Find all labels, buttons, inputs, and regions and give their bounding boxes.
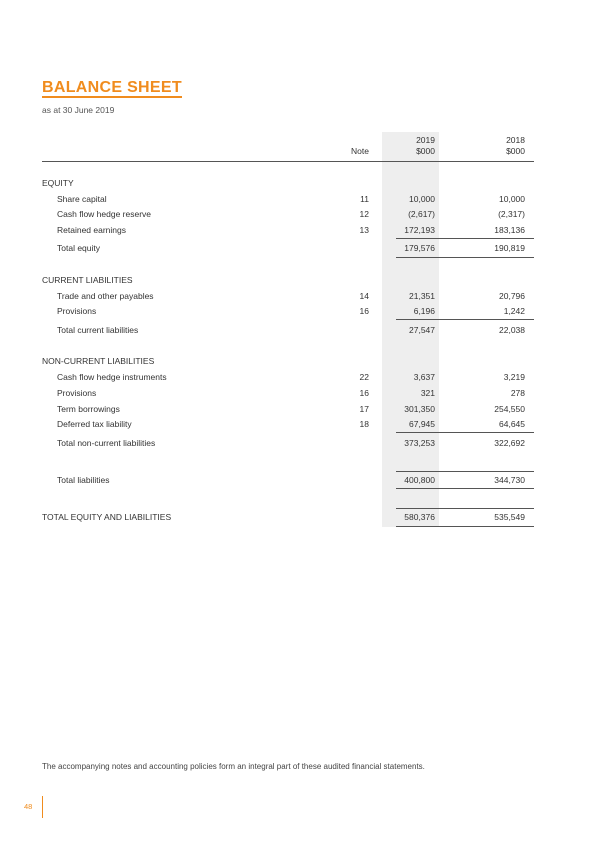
row-value-2019: 580,376 — [404, 512, 435, 522]
row-value-2019: 400,800 — [404, 475, 435, 485]
row-label: Deferred tax liability — [57, 419, 132, 429]
table-row — [0, 289, 596, 303]
row-label: Total equity — [57, 243, 100, 253]
total-liabilities-bottom-rule — [396, 488, 534, 489]
table-row — [0, 402, 596, 416]
subtotal-rule — [396, 432, 534, 433]
subtotal-rule — [396, 238, 534, 239]
row-value-2018: 278 — [510, 388, 525, 398]
row-value-2018: 1,242 — [503, 306, 525, 316]
row-value-2019: 27,547 — [409, 325, 435, 335]
row-value-2018: 190,819 — [494, 243, 525, 253]
total-row-equity — [0, 241, 596, 255]
year-2018-header: 2018 — [506, 135, 525, 145]
row-value-2018: 64,645 — [499, 419, 525, 429]
row-note: 16 — [359, 388, 369, 398]
grand-total-row — [0, 510, 596, 524]
section-heading-current-liabilities — [0, 273, 596, 287]
table-row — [0, 223, 596, 237]
row-value-2018: (2,317) — [498, 209, 525, 219]
total-liabilities-row — [0, 473, 596, 487]
row-label: Cash flow hedge reserve — [57, 209, 152, 219]
row-value-2018: 183,136 — [494, 225, 525, 235]
row-value-2018: 20,796 — [499, 291, 525, 301]
row-label: Provisions — [57, 388, 97, 398]
row-value-2019: (2,617) — [408, 209, 435, 219]
section-label: EQUITY — [42, 178, 74, 188]
row-value-2019: 373,253 — [404, 438, 435, 448]
section-heading-non-current-liabilities — [0, 354, 596, 368]
grand-total-top-rule — [396, 508, 534, 509]
row-value-2019: 10,000 — [409, 194, 435, 204]
subtotal-rule — [396, 319, 534, 320]
row-label: TOTAL EQUITY AND LIABILITIES — [42, 512, 172, 522]
row-note: 17 — [359, 404, 369, 414]
row-note: 13 — [359, 225, 369, 235]
row-note: 14 — [359, 291, 369, 301]
row-value-2019: 3,637 — [413, 372, 435, 382]
total-row-non-current-liabilities — [0, 436, 596, 450]
section-heading-equity — [0, 176, 596, 190]
section-label: CURRENT LIABILITIES — [42, 275, 133, 285]
row-label: Total current liabilities — [57, 325, 139, 335]
row-value-2019: 321 — [420, 388, 435, 398]
table-row — [0, 386, 596, 400]
row-value-2019: 172,193 — [404, 225, 435, 235]
row-value-2019: 301,350 — [404, 404, 435, 414]
row-value-2019: 21,351 — [409, 291, 435, 301]
row-label: Term borrowings — [57, 404, 120, 414]
row-note: 11 — [360, 194, 369, 204]
row-value-2018: 10,000 — [499, 194, 525, 204]
page-number: 48 — [24, 802, 33, 811]
row-label: Cash flow hedge instruments — [57, 372, 167, 382]
unit-2018-header: $000 — [506, 146, 525, 156]
row-value-2018: 254,550 — [494, 404, 525, 414]
total-rule — [396, 257, 534, 258]
footer-note: The accompanying notes and accounting policies form an integral part of these audited financial statements. — [42, 762, 425, 771]
row-label: Retained earnings — [57, 225, 126, 235]
total-row-current-liabilities — [0, 323, 596, 337]
header-divider — [42, 161, 534, 162]
row-value-2018: 3,219 — [503, 372, 525, 382]
grand-total-bottom-rule — [396, 526, 534, 527]
row-value-2018: 535,549 — [494, 512, 525, 522]
row-note: 22 — [359, 372, 369, 382]
year-2019-header: 2019 — [416, 135, 435, 145]
table-row — [0, 192, 596, 206]
row-value-2019: 179,576 — [404, 243, 435, 253]
table-row — [0, 370, 596, 384]
section-label: NON-CURRENT LIABILITIES — [42, 356, 155, 366]
row-label: Total liabilities — [57, 475, 110, 485]
total-liabilities-top-rule — [396, 471, 534, 472]
row-value-2018: 22,038 — [499, 325, 525, 335]
row-value-2019: 6,196 — [413, 306, 435, 316]
row-label: Trade and other payables — [57, 291, 154, 301]
page-subtitle: as at 30 June 2019 — [42, 105, 115, 115]
row-value-2018: 322,692 — [494, 438, 525, 448]
page-number-divider — [42, 796, 43, 818]
row-value-2018: 344,730 — [494, 475, 525, 485]
row-label: Share capital — [57, 194, 107, 204]
row-value-2019: 67,945 — [409, 419, 435, 429]
table-row — [0, 304, 596, 318]
row-label: Provisions — [57, 306, 97, 316]
row-label: Total non-current liabilities — [57, 438, 156, 448]
unit-2019-header: $000 — [416, 146, 435, 156]
row-note: 16 — [359, 306, 369, 316]
note-column-header: Note — [351, 146, 369, 156]
table-row — [0, 417, 596, 431]
page-title: BALANCE SHEET — [42, 79, 182, 96]
table-row — [0, 207, 596, 221]
row-note: 18 — [359, 419, 369, 429]
row-note: 12 — [359, 209, 369, 219]
